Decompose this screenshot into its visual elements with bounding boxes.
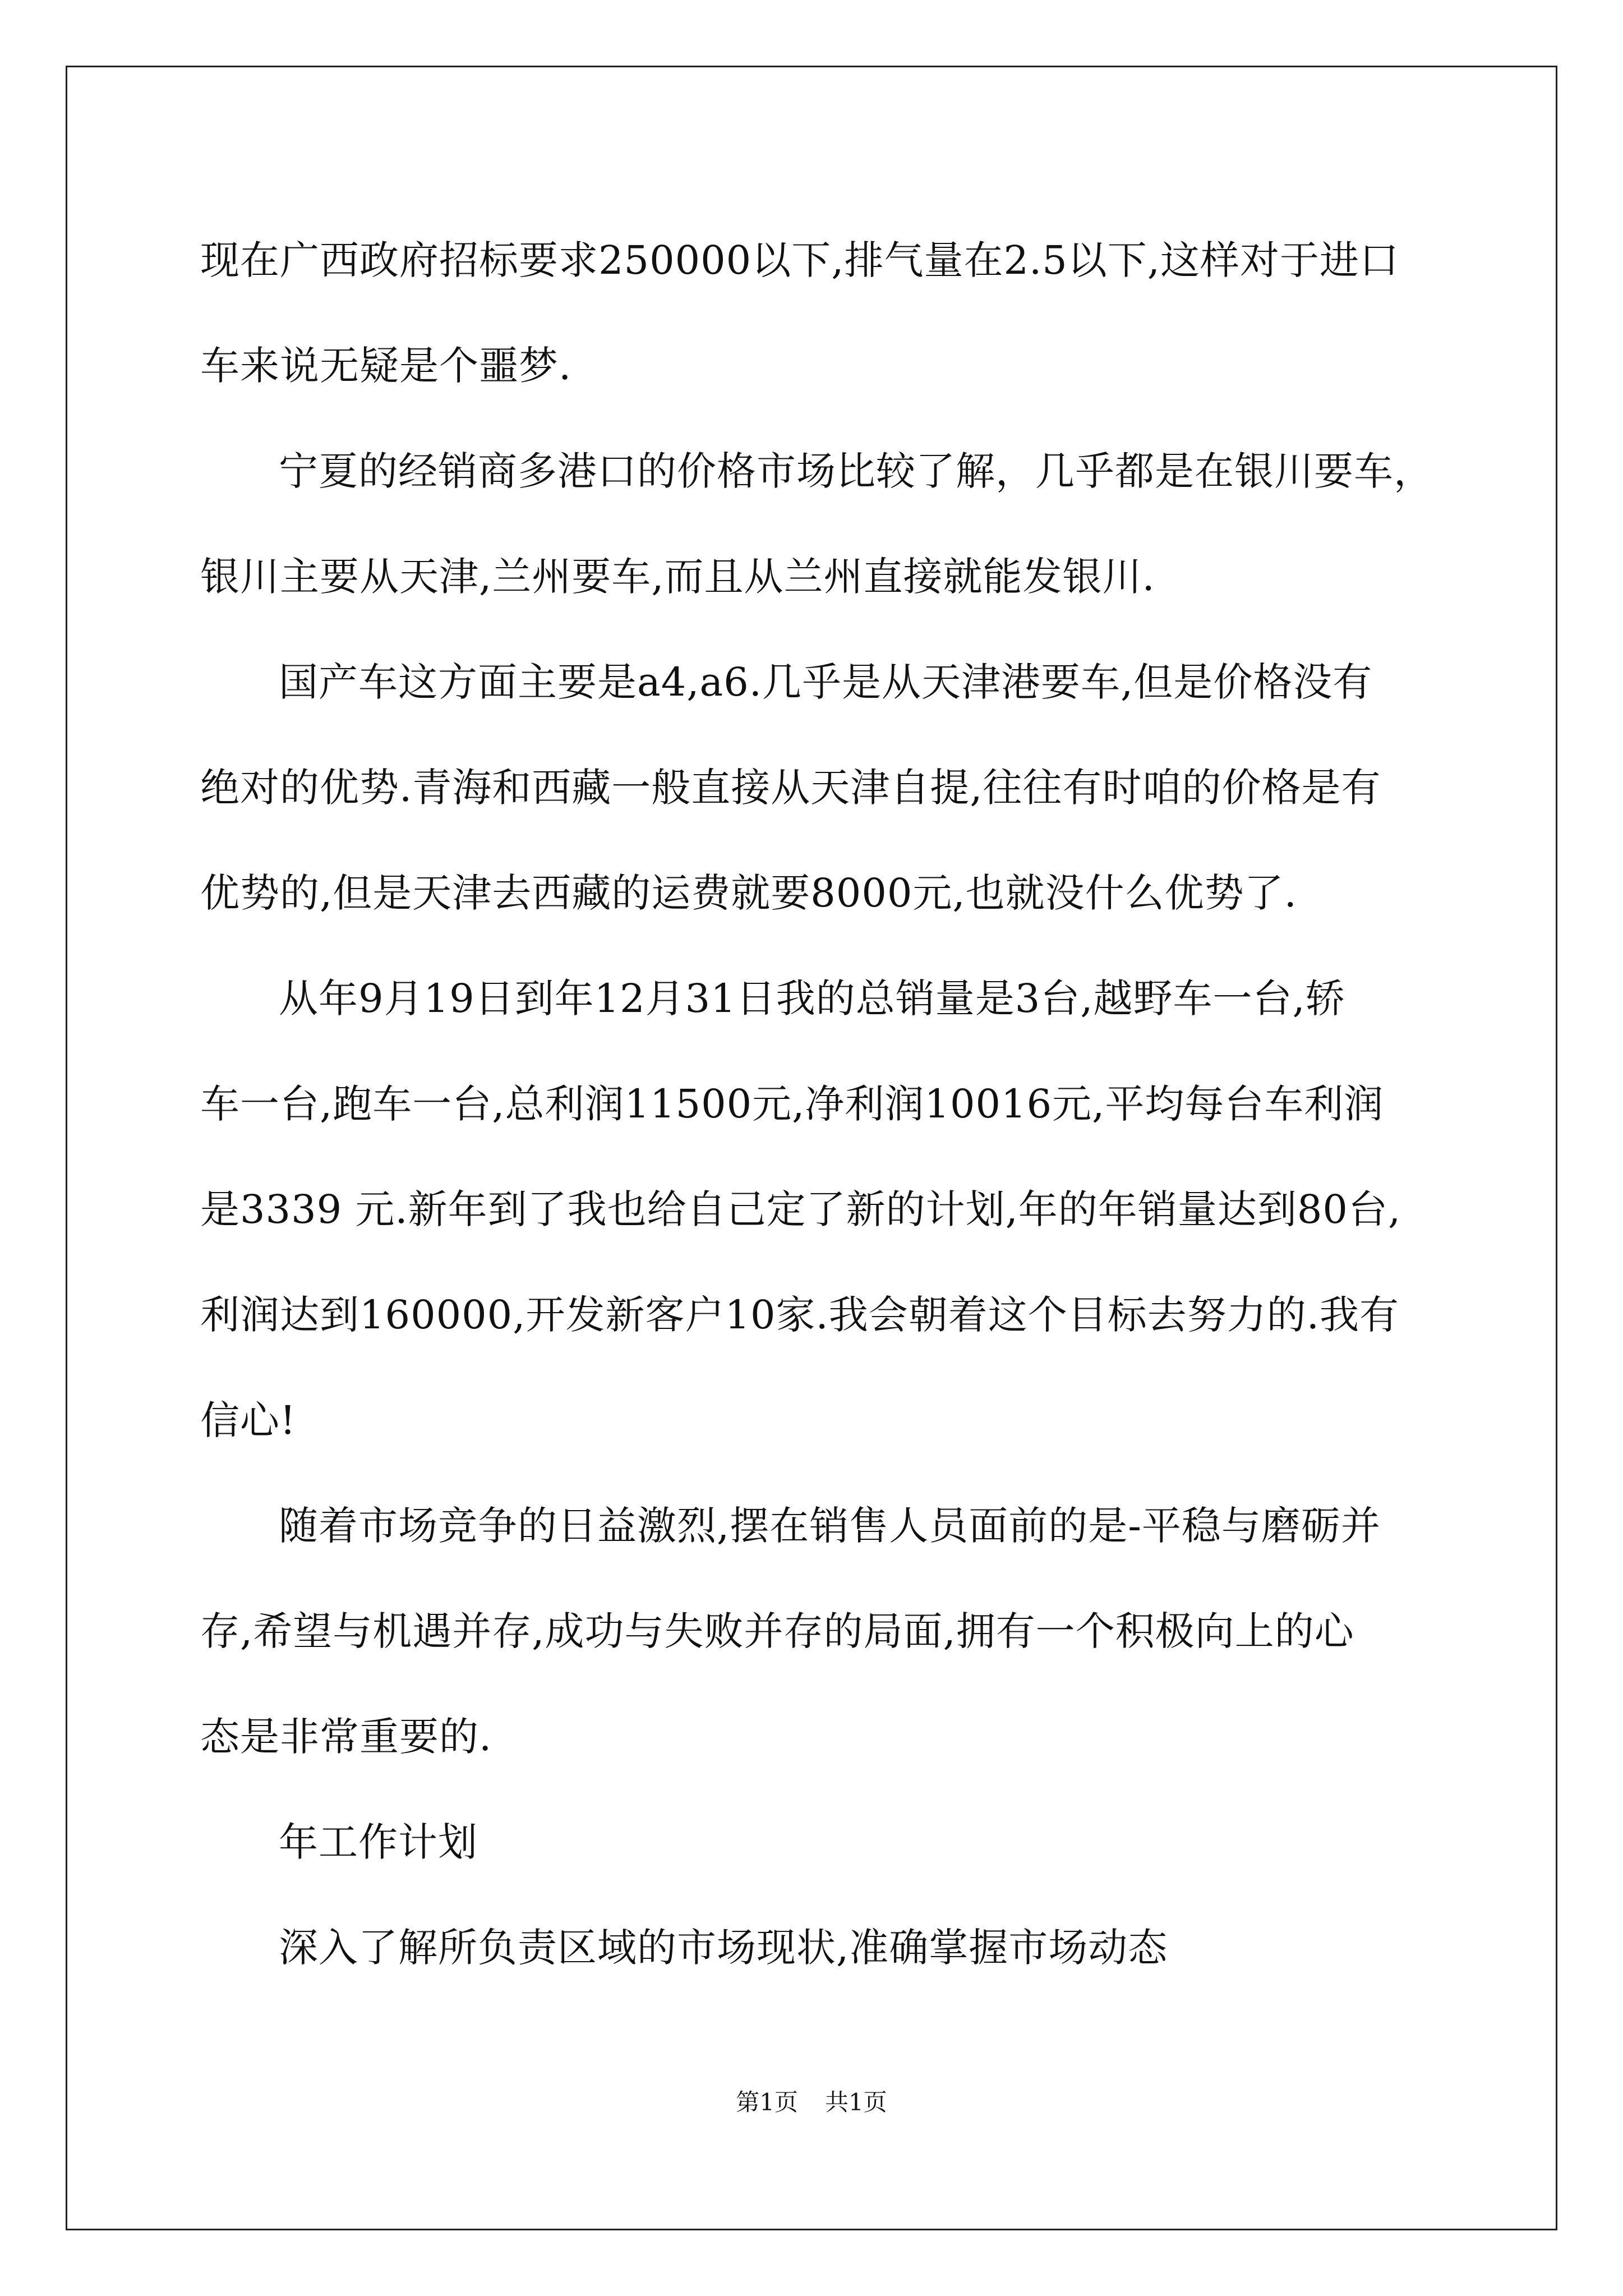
document-body	[200, 208, 1456, 2000]
text-line-17: 深入了解所负责区域的市场现状,准确掌握市场动态	[279, 1925, 1168, 1971]
text-line-10: 是3339 元.新年到了我也给自己定了新的计划,年的年销量达到80台,	[200, 1186, 1401, 1232]
text-line-4: 银川主要从天津,兰州要车,而且从兰州直接就能发银川.	[200, 554, 1155, 600]
text-line-5: 国产车这方面主要是a4,a6.几乎是从天津港要车,但是价格没有	[279, 659, 1373, 705]
text-line-6: 绝对的优势.青海和西藏一般直接从天津自提,往往有时咱的价格是有	[200, 765, 1381, 811]
text-line-15: 态是非常重要的.	[200, 1714, 492, 1760]
text-line-7: 优势的,但是天津去西藏的运费就要8000元,也就没什么优势了.	[200, 870, 1297, 916]
text-line-2: 车来说无疑是个噩梦.	[200, 343, 572, 389]
page-footer	[0, 2086, 1623, 2119]
section-heading: 年工作计划	[279, 1819, 478, 1865]
text-line-9: 车一台,跑车一台,总利润11500元,净利润10016元,平均每台车利润	[200, 1081, 1384, 1127]
text-line-14: 存,希望与机遇并存,成功与失败并存的局面,拥有一个积极向上的心	[200, 1608, 1354, 1654]
text-line-11: 利润达到160000,开发新客户10家.我会朝着这个目标去努力的.我有	[200, 1292, 1400, 1338]
text-line-1: 现在广西政府招标要求250000以下,排气量在2.5以下,这样对于进口	[200, 237, 1400, 283]
page-number: 第1页	[736, 2088, 798, 2116]
text-line-12: 信心!	[200, 1397, 297, 1443]
text-line-8: 从年9月19日到年12月31日我的总销量是3台,越野车一台,轿	[279, 976, 1345, 1022]
page-total: 共1页	[825, 2088, 887, 2116]
text-line-3: 宁夏的经销商多港口的价格市场比较了解，几乎都是在银川要车，	[279, 448, 1433, 494]
text-line-13: 随着市场竞争的日益激烈,摆在销售人员面前的是-平稳与磨砺并	[279, 1503, 1381, 1549]
